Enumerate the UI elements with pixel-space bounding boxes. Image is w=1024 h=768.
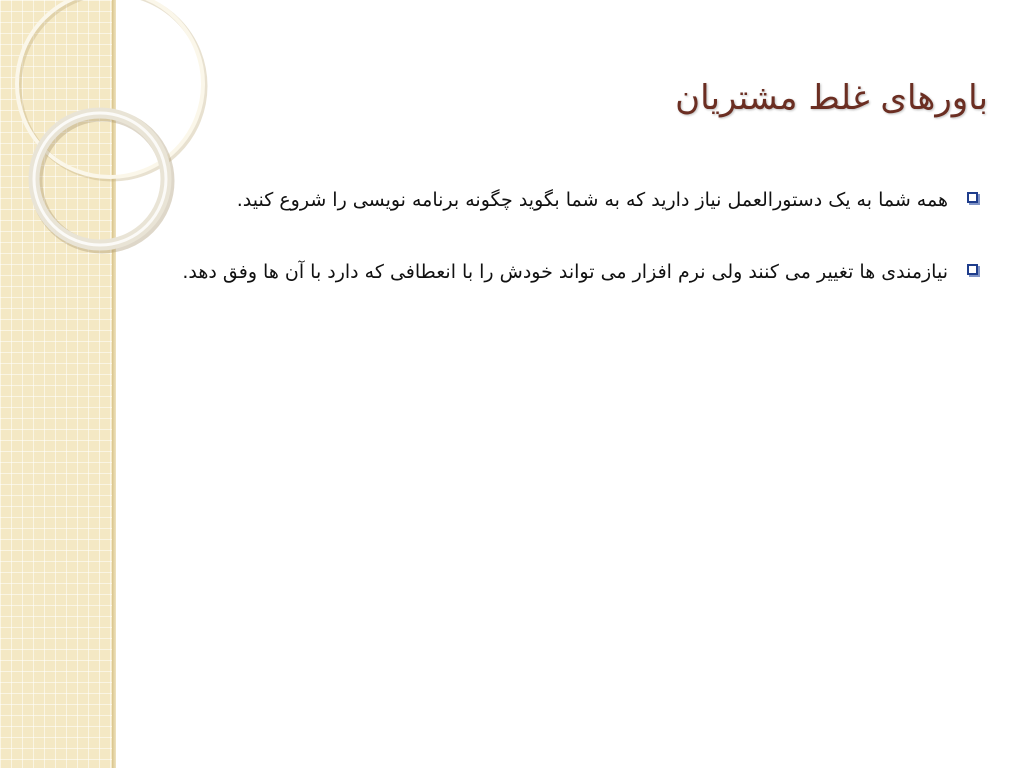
list-item — [165, 240, 980, 304]
square-bullet-icon — [967, 264, 978, 275]
decorative-rings — [0, 0, 160, 280]
bullet-list — [165, 168, 980, 312]
square-bullet-icon — [967, 192, 978, 203]
slide-title: باورهای غلط مشتریان — [675, 78, 988, 118]
bullet-text: نیازمندی ها تغییر می کنند ولی نرم افزار می تواند خودش را با انعطافی که دارد با آن ها وفق دهد. — [182, 261, 948, 283]
list-item — [165, 168, 980, 232]
bullet-text: همه شما به یک دستورالعمل نیاز دارید که به شما بگوید چگونه برنامه نویسی را شروع کنید. — [236, 189, 948, 211]
